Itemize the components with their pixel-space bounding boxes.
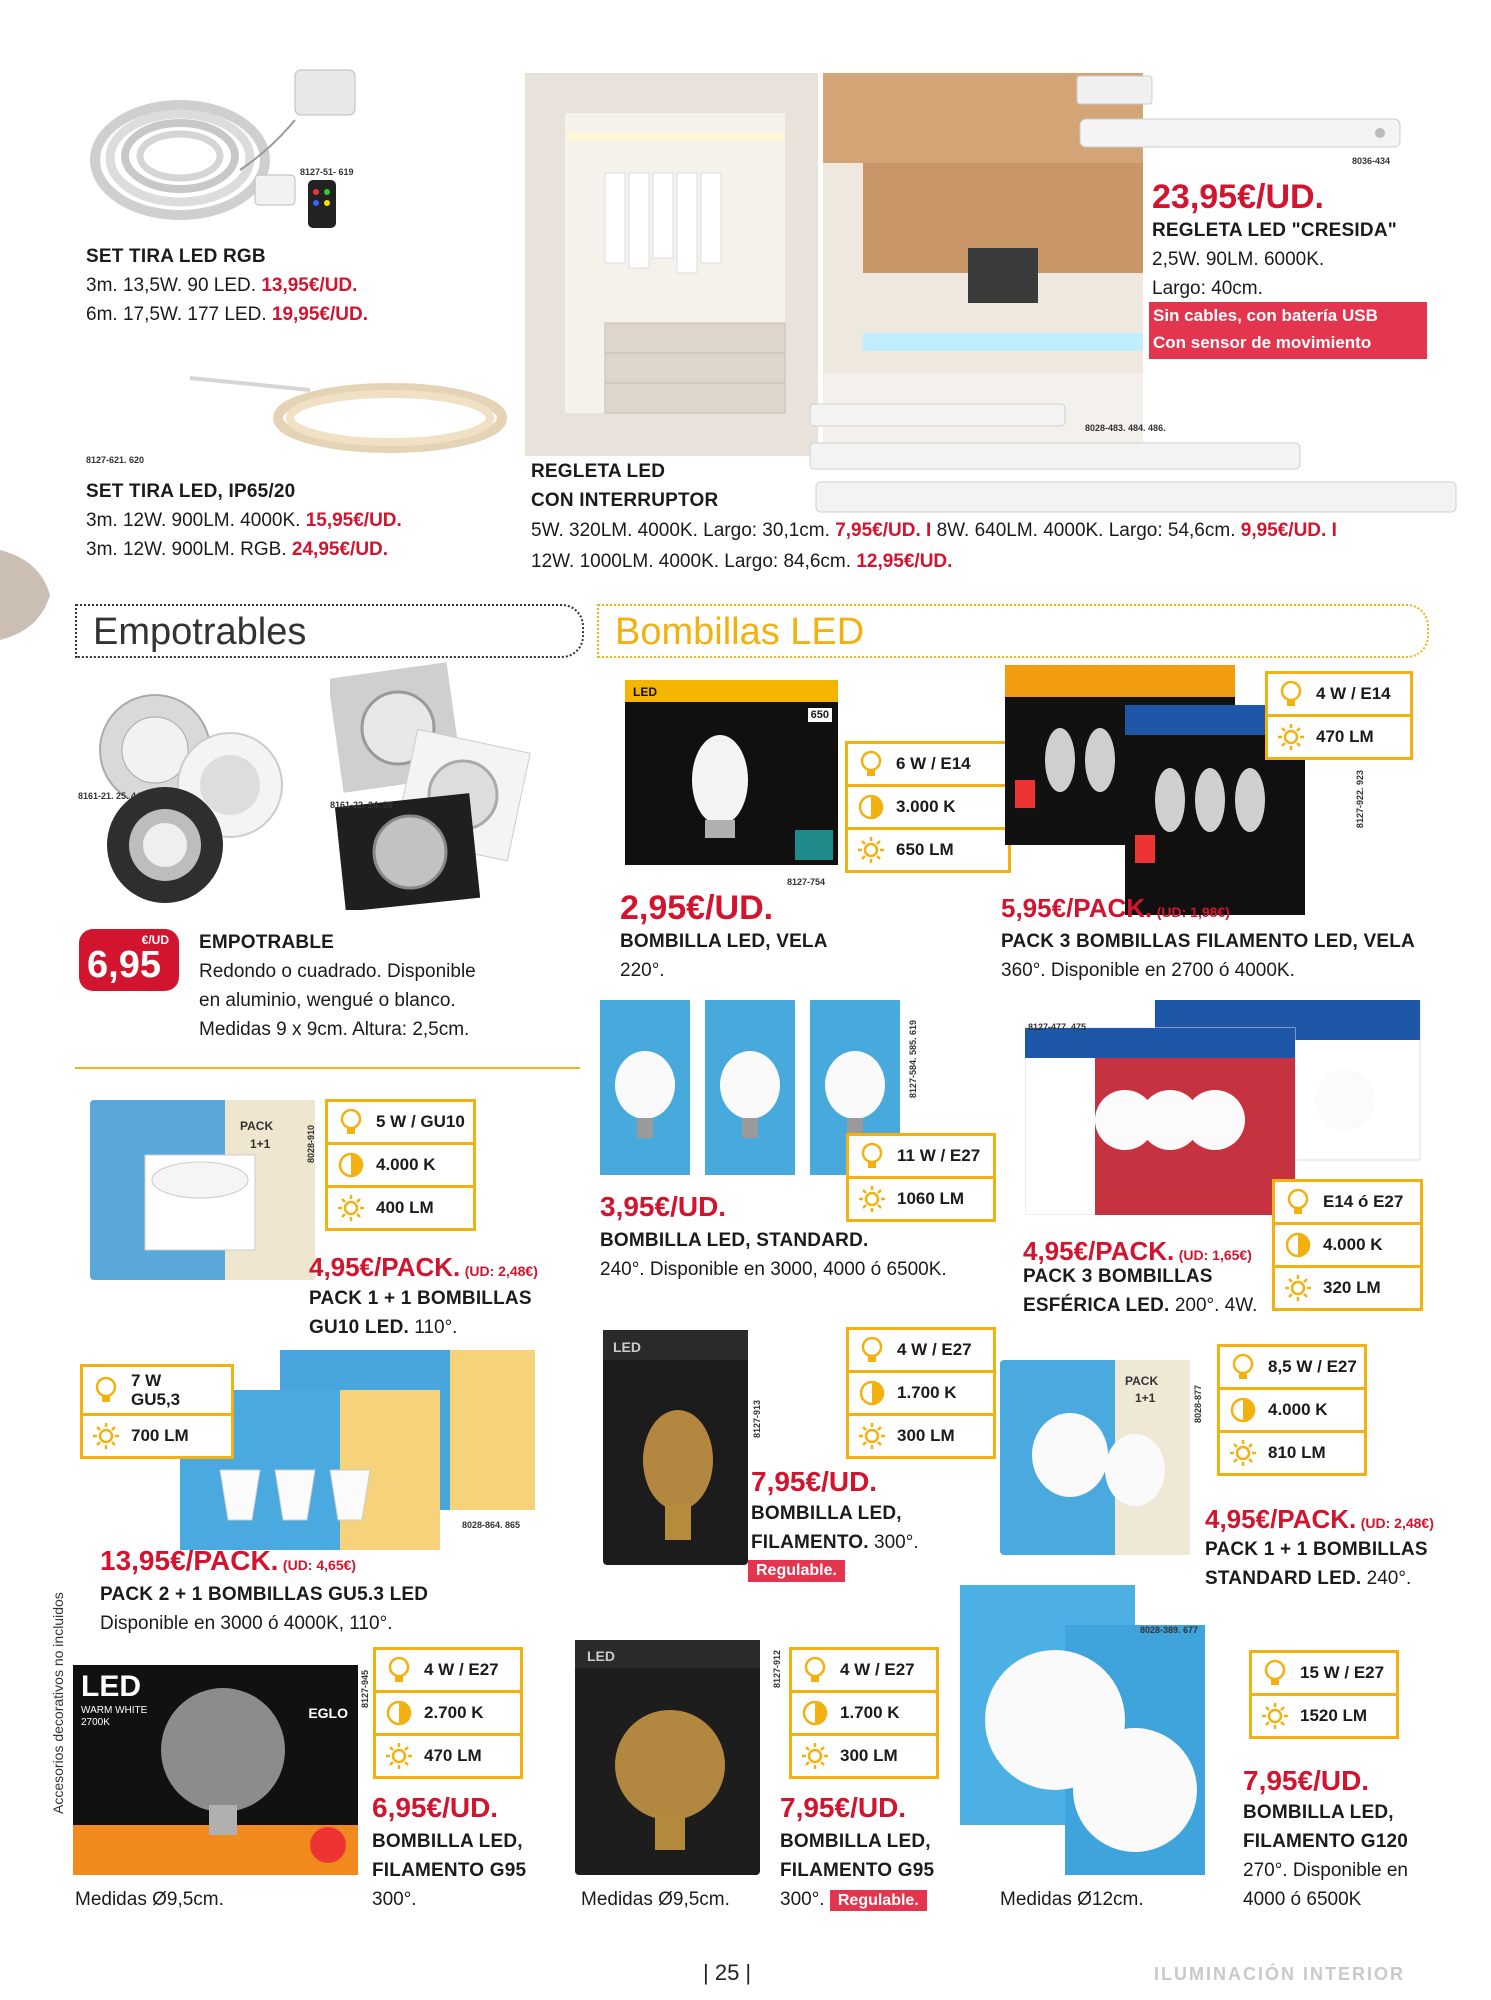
product-code: 8028-877: [1193, 1385, 1203, 1424]
price-line: [1001, 889, 1230, 927]
spec-box: [1217, 1344, 1367, 1476]
measure-text: Medidas Ø12cm.: [1000, 1889, 1144, 1910]
spec-text: Redondo o cuadrado. Disponible: [199, 961, 476, 982]
spec-row-base: [1275, 1182, 1420, 1225]
box-brand-eglo: EGLO: [308, 1705, 348, 1721]
product-title: BOMBILLA LED,: [751, 1503, 902, 1524]
regleta-interruptor-photo: [808, 400, 1458, 520]
spec-value: 11 W / E27: [897, 1146, 981, 1165]
spec-box: [373, 1647, 523, 1779]
spec-text: 5W. 320LM. 4000K. Largo: 30,1cm.: [531, 520, 830, 541]
spec-row-power: [1268, 674, 1410, 717]
product-code: 8028-864. 865: [462, 1520, 521, 1530]
product-title: PACK 1 + 1 BOMBILLAS: [1205, 1539, 1428, 1560]
spec-text: 300°.: [874, 1532, 919, 1553]
price: 15,95€/UD.: [305, 510, 402, 531]
spec-value: 300 LM: [840, 1746, 898, 1765]
spec-value: 1.700 K: [840, 1703, 900, 1722]
product-code: 8127-922. 923: [1355, 770, 1365, 829]
bulb-icon: [800, 1655, 830, 1685]
spec-row-kelvin: [849, 1373, 993, 1416]
spec-value: 4 W / E27: [840, 1660, 915, 1679]
product-title: FILAMENTO G120: [1243, 1831, 1409, 1852]
spec-row-lumen: [83, 1416, 231, 1456]
price: 13,95€/UD.: [261, 275, 358, 296]
bulb-icon: [856, 749, 886, 779]
product-spec-line: [531, 547, 952, 576]
spec-box: [789, 1647, 939, 1779]
product-title: BOMBILLA LED,: [1243, 1802, 1394, 1823]
spec-value: 650 LM: [896, 840, 954, 859]
price: 23,95€/UD.: [1152, 178, 1324, 216]
spec-box: [845, 741, 1011, 873]
box-lumen-label: 650: [808, 708, 832, 722]
unit-price: (UD: 1,65€): [1178, 1247, 1252, 1263]
spec-text: 6m. 17,5W. 177 LED.: [86, 304, 267, 325]
spec-value: 5 W / GU10: [376, 1112, 465, 1131]
price: 12,95€/UD.: [856, 551, 953, 572]
product-spec-line: [780, 1885, 927, 1915]
spec-row-lumen: [1268, 717, 1410, 757]
bulb-icon: [91, 1375, 121, 1405]
sun-icon: [1283, 1273, 1313, 1303]
spec-text: 270°. Disponible en: [1243, 1860, 1408, 1881]
product-code: 8127-584. 585. 619: [908, 1020, 918, 1099]
spec-text: 110°.: [414, 1317, 458, 1338]
spec-text: 200°. 4W.: [1174, 1295, 1258, 1316]
product-title: BOMBILLA LED, STANDARD.: [600, 1230, 869, 1251]
spec-value: 320 LM: [1323, 1278, 1381, 1297]
product-title: SET TIRA LED RGB: [86, 246, 266, 267]
product-title-line: [309, 1313, 457, 1342]
price-line: [309, 1248, 538, 1286]
spec-text: 300°.: [780, 1889, 825, 1910]
product-title: PACK 3 BOMBILLAS: [1023, 1266, 1213, 1287]
g95-gold-box-photo: [575, 1640, 760, 1875]
spec-row-kelvin: [848, 787, 1008, 830]
spec-text: Largo: 40cm.: [1152, 278, 1263, 299]
spec-row-lumen: [1252, 1696, 1396, 1736]
product-code: 8028-389. 677: [1140, 1625, 1199, 1635]
product-code: 8127-621. 620: [86, 455, 145, 465]
sun-icon: [857, 1421, 887, 1451]
spec-box: [846, 1133, 996, 1222]
product-spec-line: [86, 535, 388, 564]
price: 4,95€/PACK.: [1205, 1504, 1357, 1534]
product-spec-line: [531, 516, 1337, 545]
spec-value: 810 LM: [1268, 1443, 1326, 1462]
bulb-icon: [336, 1107, 366, 1137]
spec-value: 1.700 K: [897, 1383, 957, 1402]
product-title-line: [1023, 1291, 1257, 1320]
color-temperature-icon: [336, 1150, 366, 1180]
side-note: Accesorios decorativos no incluidos: [50, 1592, 66, 1814]
price: 4,95€/PACK.: [1023, 1236, 1175, 1266]
spec-row-power: [328, 1102, 473, 1145]
price: 24,95€/UD.: [291, 539, 389, 560]
spec-row-kelvin: [328, 1145, 473, 1188]
product-title: SET TIRA LED, IP65/20: [86, 481, 296, 502]
sun-icon: [856, 835, 886, 865]
spec-row-power: [849, 1136, 993, 1179]
page-number: | 25 |: [703, 1960, 752, 1985]
spec-value: 4.000 K: [376, 1155, 436, 1174]
bulb-icon: [1276, 679, 1306, 709]
svg-text:1+1: 1+1: [250, 1137, 271, 1151]
product-title: ESFÉRICA LED.: [1023, 1295, 1170, 1316]
product-title: FILAMENTO.: [751, 1532, 869, 1553]
dimmable-badge: Regulable.: [830, 1890, 927, 1911]
bulb-icon: [384, 1655, 414, 1685]
feature-badge-line: Sin cables, con batería USB: [1153, 306, 1378, 325]
product-code: 8127-754: [787, 877, 826, 887]
svg-text:LED: LED: [587, 1648, 615, 1664]
wardrobe-photo: [525, 73, 818, 456]
product-title: STANDARD LED.: [1205, 1568, 1362, 1589]
product-title: FILAMENTO G95: [780, 1860, 935, 1881]
spec-box: [1265, 671, 1413, 760]
spec-text: 8W. 640LM. 4000K. Largo: 54,6cm.: [936, 520, 1236, 541]
sun-icon: [336, 1193, 366, 1223]
bulb-icon: [857, 1335, 887, 1365]
svg-text:PACK: PACK: [240, 1119, 274, 1133]
product-code: 8161-22. 24. 26: [330, 800, 394, 810]
product-spec-line: [86, 271, 357, 300]
bulb-icon: [1260, 1658, 1290, 1688]
sun-icon: [1276, 722, 1306, 752]
section-bombillas: [597, 604, 1429, 658]
product-title: REGLETA LED: [531, 461, 666, 482]
spec-value: GU5,3: [131, 1390, 181, 1409]
product-code: 8161-21. 25. 44: [78, 791, 142, 801]
spec-row-kelvin: [376, 1693, 520, 1736]
product-title: BOMBILLA LED,: [780, 1831, 931, 1852]
price-line: [100, 1542, 356, 1580]
sun-icon: [800, 1741, 830, 1771]
product-code: 8127-945: [360, 1670, 370, 1709]
filamento-box-photo: [603, 1330, 748, 1565]
product-title-line: [751, 1528, 919, 1557]
bulb-icon: [1283, 1187, 1313, 1217]
spec-value: 4 W / E27: [424, 1660, 499, 1679]
product-code: 8127-912: [772, 1650, 782, 1689]
gu10-box-photo: [90, 1100, 315, 1280]
spec-text: 12W. 1000LM. 4000K. Largo: 84,6cm.: [531, 551, 852, 572]
spec-value: 470 LM: [424, 1746, 482, 1765]
spec-text: Medidas 9 x 9cm. Altura: 2,5cm.: [199, 1019, 470, 1040]
led-strip-ip-photo: [190, 368, 510, 468]
spec-box: [1272, 1179, 1423, 1311]
spec-row-power: [376, 1650, 520, 1693]
spec-row-power: [1220, 1347, 1364, 1390]
spec-text: 360°. Disponible en 2700 ó 4000K.: [1001, 960, 1295, 981]
separator: I: [926, 520, 932, 541]
color-temperature-icon: [1283, 1230, 1313, 1260]
color-temperature-icon: [1228, 1395, 1258, 1425]
measure-text: Medidas Ø9,5cm.: [75, 1889, 224, 1910]
product-title: CON INTERRUPTOR: [531, 490, 719, 511]
spec-box: [1249, 1650, 1399, 1739]
section-divider: [75, 1067, 580, 1069]
sun-icon: [857, 1184, 887, 1214]
spec-value: 8,5 W / E27: [1268, 1357, 1357, 1376]
bulb-icon: [1228, 1352, 1258, 1382]
spec-row-power: [848, 744, 1008, 787]
spec-text: 3m. 12W. 900LM. RGB.: [86, 539, 287, 560]
separator: I: [1331, 520, 1337, 541]
empotrable-square-photo: [330, 660, 540, 910]
spec-row-lumen: [328, 1188, 473, 1228]
spec-row-lumen: [1275, 1268, 1420, 1308]
product-title: EMPOTRABLE: [199, 932, 334, 953]
spec-value-stack: [131, 1371, 180, 1409]
spec-box: [80, 1364, 234, 1459]
spec-text: 240°.: [1366, 1568, 1412, 1589]
spec-row-lumen: [849, 1179, 993, 1219]
vela-box-photo: [625, 680, 838, 865]
spec-text: 2,5W. 90LM. 6000K.: [1152, 249, 1325, 270]
price: 6,95€/UD.: [372, 1792, 499, 1823]
price-badge-unit: €/UD: [141, 933, 169, 947]
price: 7,95€/UD.: [835, 520, 921, 541]
product-title-line: [1205, 1564, 1411, 1593]
price: 19,95€/UD.: [271, 304, 368, 325]
feature-badge: [1149, 302, 1427, 359]
section-title-text: Bombillas LED: [615, 611, 865, 653]
color-temperature-icon: [857, 1378, 887, 1408]
price: 7,95€/UD.: [780, 1792, 907, 1823]
standard-pack-box-photo: [1000, 1360, 1190, 1555]
sun-icon: [1228, 1438, 1258, 1468]
spec-row-lumen: [1220, 1433, 1364, 1473]
spec-row-power: [849, 1330, 993, 1373]
unit-price: (UD: 1,98€): [1156, 904, 1230, 920]
spec-text: Disponible en 3000 ó 4000K, 110°.: [100, 1613, 393, 1634]
section-title-text: Empotrables: [93, 611, 307, 653]
color-temperature-icon: [800, 1698, 830, 1728]
price: 7,95€/UD.: [751, 1466, 878, 1497]
spec-row-lumen: [792, 1736, 936, 1776]
spec-value: 6 W / E14: [896, 754, 971, 773]
spec-value: 300 LM: [897, 1426, 955, 1445]
price: 9,95€/UD.: [1240, 520, 1327, 541]
spec-box: [325, 1099, 476, 1231]
spec-row-power: [83, 1367, 231, 1416]
box-brand-sub: 2700K: [81, 1717, 110, 1728]
price-badge-value: 6,95: [87, 944, 161, 986]
price-line: [1205, 1500, 1434, 1538]
spec-value: 470 LM: [1316, 727, 1374, 746]
svg-text:1+1: 1+1: [1135, 1391, 1156, 1405]
product-code: 8028-483. 484. 486.: [1085, 423, 1166, 433]
price: 2,95€/UD.: [620, 889, 774, 927]
bulb-icon: [857, 1141, 887, 1171]
spec-value: 4 W / E14: [1316, 684, 1391, 703]
spec-value: 4.000 K: [1268, 1400, 1328, 1419]
product-code: 8036-434: [1352, 156, 1391, 166]
spec-value: 4 W / E27: [897, 1340, 972, 1359]
sun-icon: [91, 1421, 121, 1451]
product-title: PACK 2 + 1 BOMBILLAS GU5.3 LED: [100, 1584, 429, 1605]
spec-value: 1520 LM: [1300, 1706, 1368, 1725]
decorative-bag-image: [0, 540, 55, 650]
dimmable-badge: Regulable.: [748, 1560, 845, 1582]
color-temperature-icon: [384, 1698, 414, 1728]
led-strip-rgb-photo: [80, 60, 360, 230]
sun-icon: [384, 1741, 414, 1771]
product-title: BOMBILLA LED, VELA: [620, 931, 828, 952]
product-code: 8127-913: [752, 1400, 762, 1439]
sun-icon: [1260, 1701, 1290, 1731]
spec-text: en aluminio, wengué o blanco.: [199, 990, 456, 1011]
spec-text: 220°.: [620, 960, 665, 981]
product-spec-line: [86, 300, 368, 329]
price-badge: [79, 929, 179, 991]
spec-box: [846, 1327, 996, 1459]
g95-eglo-box-photo: [73, 1665, 358, 1875]
spec-value: 700 LM: [131, 1426, 189, 1445]
spec-text: 4000 ó 6500K: [1243, 1889, 1362, 1910]
spec-value: 4.000 K: [1323, 1235, 1383, 1254]
spec-text: 300°.: [372, 1889, 417, 1910]
spec-row-kelvin: [1275, 1225, 1420, 1268]
price: 4,95€/PACK.: [309, 1252, 461, 1282]
product-title: REGLETA LED "CRESIDA": [1152, 220, 1397, 241]
price: 3,95€/UD.: [600, 1191, 727, 1222]
unit-price: (UD: 4,65€): [282, 1557, 357, 1573]
measure-text: Medidas Ø9,5cm.: [581, 1889, 730, 1910]
product-code: 8127-51- 619: [300, 167, 354, 177]
spec-value: 2.700 K: [424, 1703, 484, 1722]
product-title: PACK 1 + 1 BOMBILLAS: [309, 1288, 532, 1309]
spec-value: 1060 LM: [897, 1189, 965, 1208]
spec-row-lumen: [848, 830, 1008, 870]
product-title: GU10 LED.: [309, 1317, 409, 1338]
spec-text: 240°. Disponible en 3000, 4000 ó 6500K.: [600, 1259, 947, 1280]
unit-price: (UD: 2,48€): [1360, 1515, 1434, 1531]
product-title: FILAMENTO G95: [372, 1860, 527, 1881]
box-brand-led: LED: [81, 1670, 141, 1703]
spec-value: 15 W / E27: [1300, 1663, 1385, 1682]
spec-row-power: [1252, 1653, 1396, 1696]
spec-row-power: [792, 1650, 936, 1693]
spec-value: 400 LM: [376, 1198, 434, 1217]
box-brand-sub: WARM WHITE: [81, 1705, 148, 1716]
product-code: 8127-477. 475: [1028, 1022, 1087, 1032]
spec-value: 3.000 K: [896, 797, 956, 816]
price: 13,95€/PACK.: [100, 1545, 279, 1576]
regleta-cresida-photo: [1075, 74, 1410, 154]
svg-text:PACK: PACK: [1125, 1374, 1159, 1388]
price: 7,95€/UD.: [1243, 1765, 1370, 1796]
price: 5,95€/PACK.: [1001, 893, 1153, 923]
spec-text: 3m. 12W. 900LM. 4000K.: [86, 510, 301, 531]
svg-text:LED: LED: [633, 685, 657, 699]
product-spec-line: [86, 506, 402, 535]
section-empotrables: [75, 604, 584, 658]
spec-row-lumen: [376, 1736, 520, 1776]
svg-text:LED: LED: [613, 1339, 641, 1355]
feature-badge-line: Con sensor de movimiento: [1153, 333, 1372, 352]
spec-value: 7 W: [131, 1371, 162, 1390]
product-code: 8028-910: [306, 1125, 316, 1164]
spec-text: 3m. 13,5W. 90 LED.: [86, 275, 257, 296]
spec-row-lumen: [849, 1416, 993, 1456]
spec-value: E14 ó E27: [1323, 1192, 1404, 1211]
unit-price: (UD: 2,48€): [464, 1263, 538, 1279]
product-title: BOMBILLA LED,: [372, 1831, 523, 1852]
section-footer-label: ILUMINACIÓN INTERIOR: [1154, 1964, 1405, 1984]
spec-row-kelvin: [792, 1693, 936, 1736]
product-title: PACK 3 BOMBILLAS FILAMENTO LED, VELA: [1001, 931, 1415, 952]
color-temperature-icon: [856, 792, 886, 822]
spec-row-kelvin: [1220, 1390, 1364, 1433]
